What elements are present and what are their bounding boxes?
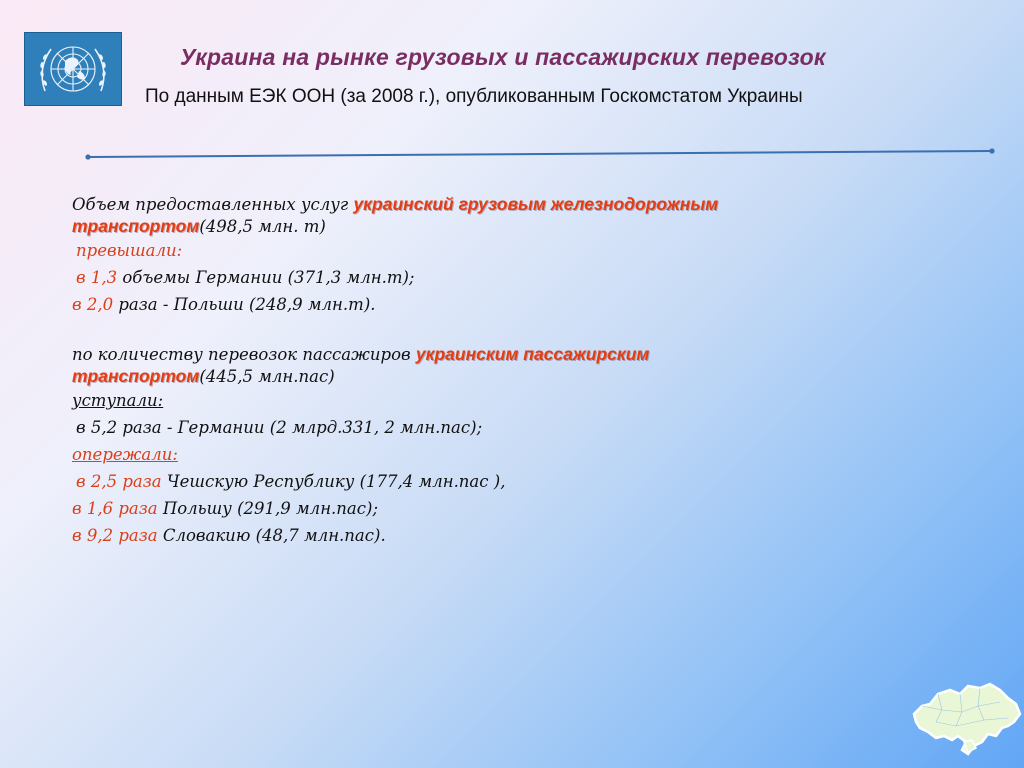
passenger-intro-line <box>72 343 972 365</box>
freight-germany-line <box>72 264 972 291</box>
freight-highlight-transport: транспортом <box>72 216 200 236</box>
passenger-value-line <box>72 365 972 387</box>
passenger-yielded-line <box>72 387 972 414</box>
passenger-slovakia-ratio: в 9,2 раза <box>72 526 158 545</box>
freight-germany-ratio: в 1,3 <box>76 268 118 287</box>
freight-value: (498,5 млн. т) <box>199 217 326 236</box>
freight-poland-line <box>72 291 972 318</box>
header-divider <box>84 146 996 162</box>
label-exceeded: превышали: <box>76 241 183 260</box>
passenger-highlight-transport: транспортом <box>72 366 200 386</box>
label-ahead: опережали: <box>72 445 178 464</box>
passenger-slovakia-text: Словакию (48,7 млн.пас). <box>162 526 386 545</box>
passenger-czech-text: Чешскую Республику (177,4 млн.пас ), <box>166 472 506 491</box>
passenger-germany-line <box>72 414 972 441</box>
freight-germany-text: объемы Германии (371,3 млн.т); <box>122 268 415 287</box>
passenger-intro: по количеству перевозок пассажиров <box>72 345 411 364</box>
passenger-ahead-line <box>72 441 972 468</box>
passenger-poland-ratio: в 1,6 раза <box>72 499 158 518</box>
freight-highlight: украинский грузовым железнодорожным <box>353 194 719 214</box>
ukraine-map-icon <box>908 676 1024 764</box>
slide-body <box>72 193 972 549</box>
slide-title: Украина на рынке грузовых и пассажирских перевозок <box>180 44 826 70</box>
passenger-germany-text: в 5,2 раза - Германии (2 млрд.331, 2 млн.пас); <box>76 418 483 437</box>
label-yielded: уступали: <box>72 391 164 410</box>
freight-intro-line <box>72 193 972 215</box>
passenger-slovakia-line <box>72 522 972 549</box>
passenger-czech-ratio: в 2,5 раза <box>76 472 162 491</box>
freight-value-line <box>72 215 972 237</box>
freight-exceeded-line <box>72 237 972 264</box>
freight-intro: Объем предоставленных услуг <box>72 195 349 214</box>
passenger-poland-text: Польшу (291,9 млн.пас); <box>162 499 379 518</box>
freight-poland-text: раза - Польши (248,9 млн.т). <box>118 295 376 314</box>
passenger-highlight: украинским пассажирским <box>415 344 650 364</box>
slide-subtitle: По данным ЕЭК ООН (за 2008 г.), опубликованным Госкомстатом Украины <box>145 86 803 107</box>
un-emblem-icon <box>24 32 122 106</box>
freight-poland-ratio: в 2,0 <box>72 295 114 314</box>
passenger-value: (445,5 млн.пас) <box>199 367 335 386</box>
passenger-poland-line <box>72 495 972 522</box>
passenger-czech-line <box>72 468 972 495</box>
